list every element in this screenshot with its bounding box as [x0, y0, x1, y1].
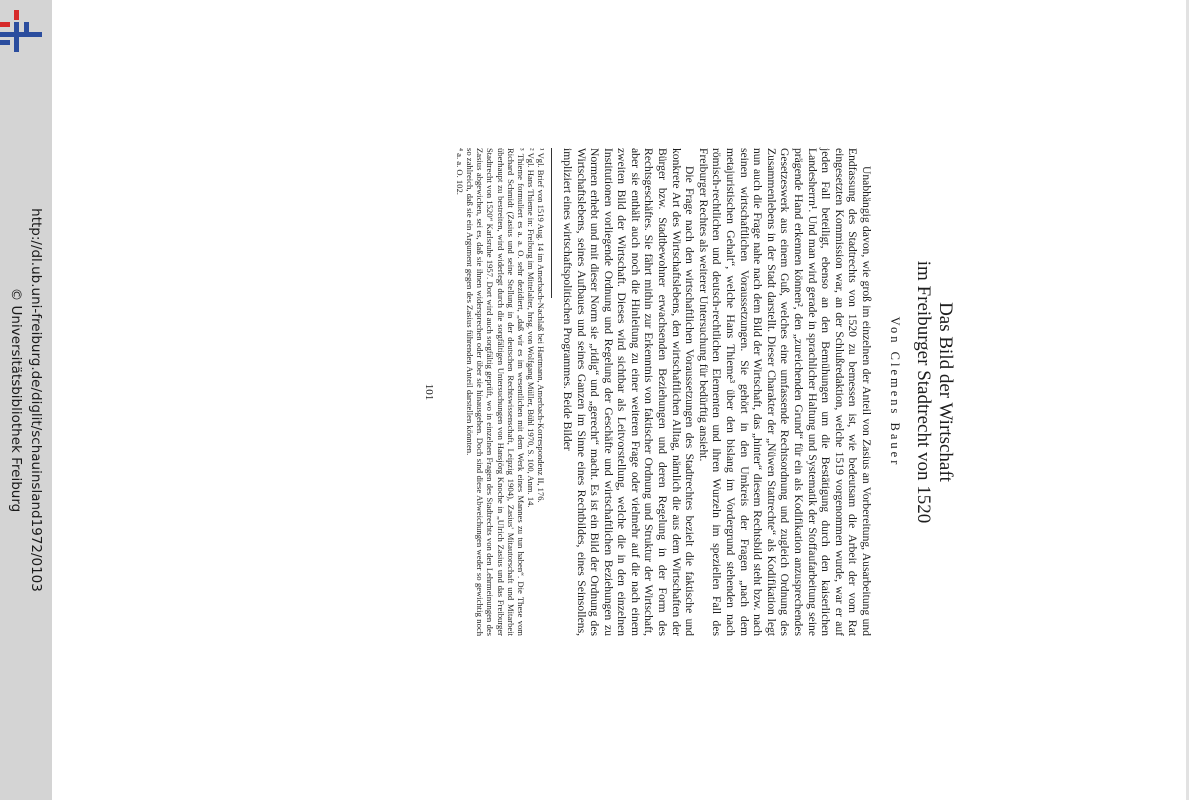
viewer-caption	[6, 208, 46, 592]
footnote-4: ⁴ a. a. O. 102.	[454, 148, 465, 195]
title-line-2: im Freiburger Stadtrecht von 1520	[913, 260, 934, 524]
footnote-1: ¹ Vgl. Brief von 1519 Aug. 14 im Amerbach-Nachlaß bei Hartmann, Amerbach-Korrespondenz II, 176.	[536, 148, 547, 503]
footnote-divider	[551, 148, 552, 298]
ub-freiburg-logo-icon[interactable]	[0, 10, 44, 54]
scanned-page	[256, 148, 956, 636]
copyright-notice: © Universitätsbibliothek Freiburg	[8, 287, 24, 513]
viewer-sidebar	[0, 0, 52, 800]
document-url[interactable]: http://dl.ub.uni-freiburg.de/diglit/schauinsland1972/0103	[28, 208, 44, 592]
article-title	[912, 148, 956, 636]
article-author: Von Clemens Bauer	[888, 316, 902, 468]
body-paragraph-2: Die Frage nach den wirtschaftlichen Voraussetzungen des Stadtrechtes bezielt die faktische und konkrete Art des Wirtschaftslebens, den wirtschaftlichen Alltag, nämlich die aus dem Wirtschaften der Bürger bzw. Stadtbewohner erwachsenden Beziehungen und deren Regelung in der Form des Rechtsgeschäftes. Sie fährt mithin zur Erkenntnis von faktischer Ordnung und Struktur der Wirtschaft, aber sie enthält auch noch die Hinleitung zu einer weiteren Frage oder vielmehr auf die nach einem zweiten Bild der Wirtschaft. Dieses wird sichtbar als Leitvorstellung, welche die in den einzelnen Institutionen vorliegende Ordnung und Regelung der Geschäfte und wirtschaftlichen Beziehungen zu Normen erhebt und mit dieser Norm sie „ridig“ und „gerecht“ macht. Es ist ein Bild der Ordnung des Wirtschaftslebens, seines Aufbaues und seines Ganzen im Sinne eines Rechtbildes, eines Seinsollens, impliziert eines wirtschaftspolitischen Programmes. Beide Bilder	[560, 148, 697, 636]
page-number: 101	[422, 383, 435, 401]
footnote-2: ² Vgl. Hans Thieme in: Freiburg im Mittelalter, hrsg. von Wolfgang Müller, Bühl 1970, S. 100, Anm. 14.	[526, 148, 537, 508]
title-line-1: Das Bild der Wirtschaft	[935, 302, 956, 482]
body-paragraph-1: Unabhängig davon, wie groß im einzelnen der Anteil von Zasius an Vorbereitung, Ausarbeitung und Endfassung des Stadtrechts von 1520 zu bemessen ist, wie bedeutsam die Arbeit der vom Rat eingesetzten Kommission war, an der Schlußredaktion, welche 1519 vorgenommen wurde, war er auf jeden Fall beteiligt, ebenso an den Bemühungen um die Bestätigung durch den kaiserlichen Landesherrn¹. Und man wird gerade in sprachlicher Haltung und Systematik der Stoffaufarbeitung seine prägende Hand erkennen können², den „zureichenden Grund“ für ein als Kodifikation anzusprechendes Gesetzeswerk aus einem Guß, welches eine umfassende Rechtsordnung und zugleich Ordnung des Zusammenlebens in der Stadt darstellt. Dieser Charakter der „Nüwen Stattrechte“ als Kodifikation legt nun auch die Frage nahe nach dem Bild der Wirtschaft, das „hinter“ diesem Rechtsbild steht bzw. nach seinen wirtschaftlichen Voraussetzungen. Sie gehört in den Umkreis der Fragen „nach dem metajuristischen Gehalt“, welche Hans Thieme³ über den bislang im Vordergrund stehenden nach römisch-rechtlichen und deutsch-rechtlichen Elementen und ihren Wurzeln im speziellen Fall des Freiburger Rechtes als weiterer Untersuchung für bedürftig ansieht.	[696, 148, 873, 636]
footnote-3: ³ Thieme formuliert es a. a. O. sehr dezidiert, „daß wir es im wesentlichen mit dem Werk eines Mannes zu tun haben“. Die These vom Richard Schmidt (Zasius und seine Stellung in der deutschen Rechtswissenschaft, Leipzig 1904), Zasius' Mitautorschaft und Mitarbeit überhaupt zu bestreiten, wird widerlegt durch die sorgfältigen Untersuchungen von Hansjörg Knoche in „Ulrich Zasius und das Freiburger Stadtrecht von 1520“ Karlsruhe 1957. Dort wird auch sorgfältig geprüft, wo in einzelnen Fragen des Stadtrechts von den Lehrmeinungen des Zasius abgewichen, sei es, daß sie ihnen widersprechen oder über sie hinausgehen. Doch sind diese Abweichungen weder so gewichtig noch so zahlreich, daß sie ein Argument gegen des Zasius führenden Anteil darstellen könnten.	[464, 148, 526, 636]
